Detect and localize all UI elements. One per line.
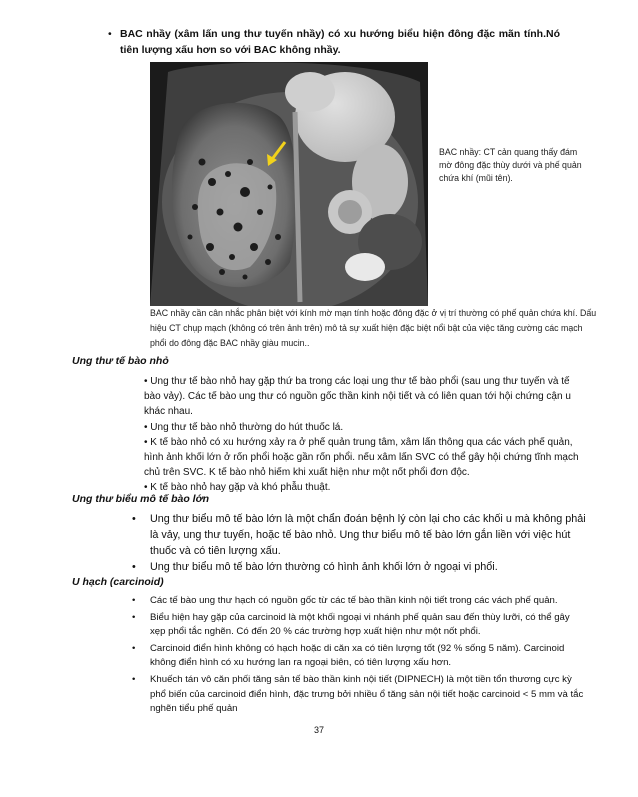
list-item-text: Carcinoid điển hình không có hạch hoặc di căn xa có tiên lượng tốt (92 % sống 5 năm). Carcinoid không điển hình có xu hướng lan ra ngoại biên, có tiên lượng xấu hơn. xyxy=(150,642,565,669)
figure-caption-bottom: BAC nhầy cần cân nhắc phân biệt với kính mờ mạn tính hoặc đông đặc ở vị trí thường có phế quản chứa khí. Dấu hiệu CT chụp mạch (không có trên ảnh trên) mô tả sự xuất hiện đặc biệt nổi bật của việc tăng cường các mạch phổi do đông đặc BAC nhầy giàu mucin.. xyxy=(150,308,597,348)
list-item xyxy=(132,594,586,609)
bullet-dot: • xyxy=(132,595,136,606)
list-item xyxy=(132,559,588,575)
carcinoid-list xyxy=(132,594,586,717)
list-item-text: Ung thư biểu mô tế bào lớn là một chẩn đoán bệnh lý còn lại cho các khối u mà không phải là vảy, ung thư tuyến, hoặc tế bào nhỏ. Ung thư biểu mô tế bào lớn gắn liền với việc hút thuốc và có tiên lượng xấu. xyxy=(150,513,586,557)
list-item xyxy=(132,673,586,717)
section-heading-large-cell: Ung thư biểu mô tế bào lớn xyxy=(72,493,210,505)
small-cell-paragraph: • Ung thư tế bào nhỏ thường do hút thuốc lá. xyxy=(144,421,344,433)
bullet-dot: • xyxy=(132,642,136,654)
list-item-text: Biểu hiện hay gặp của carcinoid là một khối ngoại vi nhánh phế quản sau đến thùy lưỡi, có thể gây xẹp phổi tắc nghẽn. Có đến 20 % các trường hợp xuất hiện như một nốt phổi. xyxy=(150,611,570,638)
list-item xyxy=(132,642,586,671)
figure-caption-right: BAC nhầy: CT cản quang thấy đám mờ đông đặc thùy dưới và phế quản chứa khí (mũi tên). xyxy=(439,147,582,183)
ct-scan-drawing xyxy=(150,62,428,306)
bullet-dot: • xyxy=(108,28,112,40)
top-bullet-text: BAC nhầy (xâm lấn ung thư tuyến nhầy) có xu hướng biểu hiện đông đặc mãn tính.Nó tiên lượng xấu hơn so với BAC không nhầy. xyxy=(120,28,560,56)
large-cell-list xyxy=(132,511,588,575)
section-heading-small-cell: Ung thư tế bào nhỏ xyxy=(72,355,169,367)
small-cell-paragraph: • K tế bào nhỏ có xu hướng xảy ra ở phế quản trung tâm, xâm lấn thông qua các vách phế quản, hình ảnh khối lớn ở rốn phổi hoặc gần rốn phổi. nếu xâm lấn SVC có thể gây hội chứng tĩnh mạch chủ trên SVC. K tế bào nhỏ hiếm khi xuất hiện như một nốt phổi đơn độc. xyxy=(144,436,579,479)
ct-scan-image xyxy=(150,62,428,306)
bullet-dot: • xyxy=(132,611,136,623)
list-item-text: Khuếch tán vô căn phối tăng sản tế bào thần kinh nội tiết (DIPNECH) là một tiền tổn thương cực kỳ phổ biến của carcinoid điển hình, đặc trưng bởi nhiều ổ tăng sản nội tiết hoặc carcinoid < 5 mm và tắc nghẽn tiểu phế quản xyxy=(150,673,584,715)
bullet-dot: • xyxy=(132,513,136,525)
small-cell-paragraph: • Ung thư tế bào nhỏ hay gặp thứ ba trong các loại ung thư tế bào phổi (sau ung thư tuyến và tế bào vảy). Các tế bào ung thư có nguồn gốc thần kinh nội tiết và có liên quan tới hội chứng cận u khác nhau. xyxy=(144,376,571,418)
small-cell-paragraph: • K tế bào nhỏ hay gặp và khó phẫu thuật. xyxy=(144,482,331,494)
list-item-text: Các tế bào ung thư hạch có nguồn gốc từ các tế bào thần kinh nội tiết trong các vách phế quản. xyxy=(150,595,558,606)
list-item xyxy=(132,511,588,559)
page-number: 37 xyxy=(313,725,324,735)
top-bullet xyxy=(108,26,560,58)
bullet-dot: • xyxy=(132,561,136,573)
small-cell-body xyxy=(144,374,584,496)
list-item xyxy=(132,611,586,640)
section-heading-carcinoid: U hạch (carcinoid) xyxy=(72,576,164,588)
bullet-dot: • xyxy=(132,673,136,685)
list-item-text: Ung thư biểu mô tế bào lớn thường có hình ảnh khối lớn ở ngoại vi phổi. xyxy=(150,561,498,573)
